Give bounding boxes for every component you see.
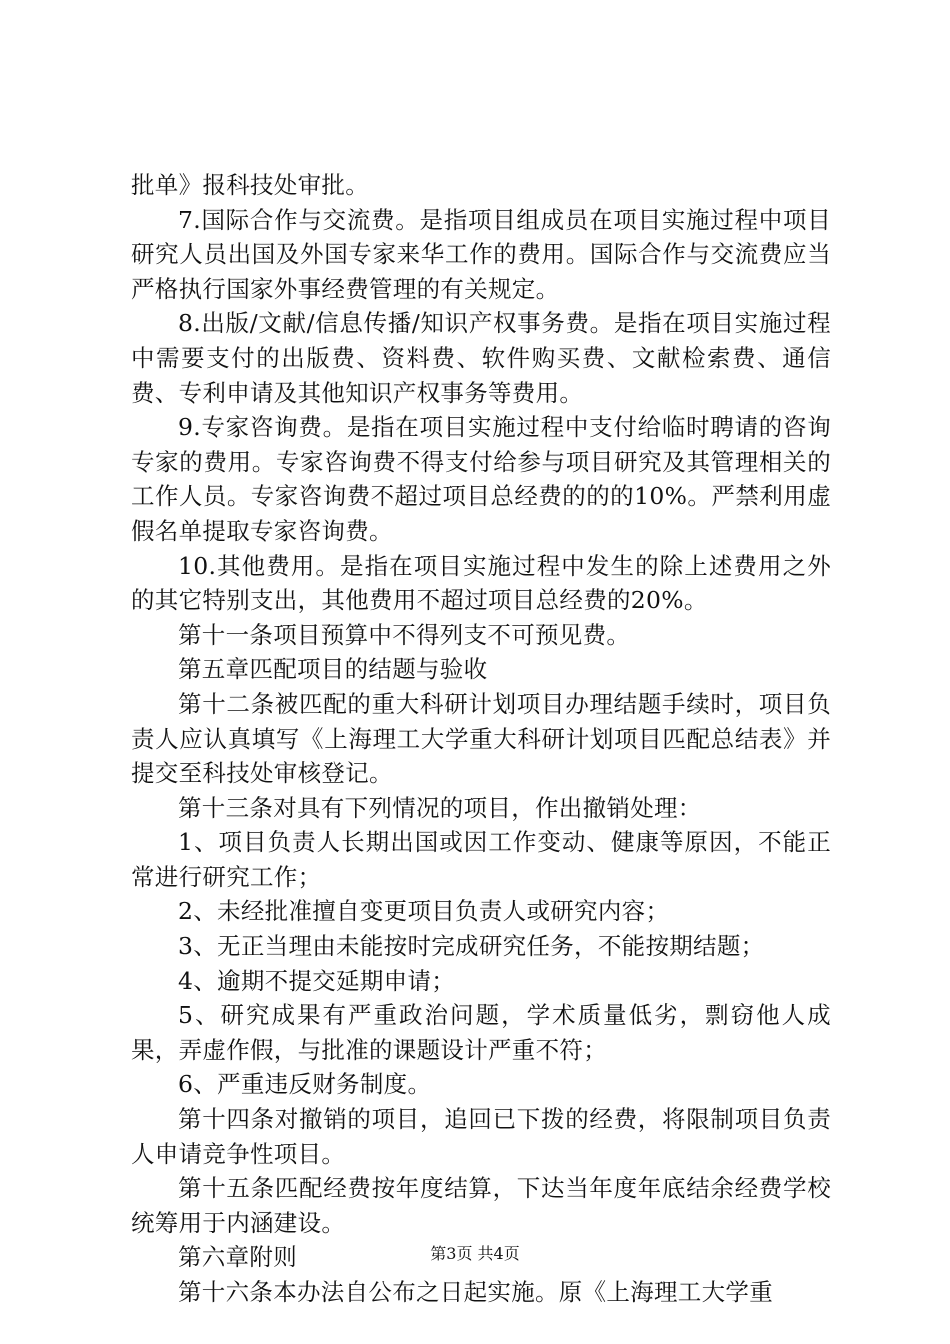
paragraph-article-11: 第十一条项目预算中不得列支不可预见费。	[178, 620, 631, 649]
paragraph-article-16: 第十六条本办法自公布之日起实施。原《上海理工大学重	[178, 1278, 773, 1306]
chapter-heading-5: 第五章匹配项目的结题与验收	[178, 655, 488, 684]
list-item-5: 5、研究成果有严重政治问题，学术质量低劣，剽窃他人成果，弄虚作假，与批准的课题设计严重不符；	[131, 1001, 831, 1064]
list-item-3: 3、无正当理由未能按时完成研究任务，不能按期结题；	[178, 932, 765, 961]
list-item-4: 4、逾期不提交延期申请；	[178, 966, 456, 995]
paragraph-article-12: 第十二条被匹配的重大科研计划项目办理结题手续时，项目负责人应认真填写《上海理工大学重大科研计划项目匹配总结表》并提交至科技处审核登记。	[131, 689, 831, 788]
paragraph-item-10: 10.其他费用。是指在项目实施过程中发生的除上述费用之外的其它特别支出，其他费用不超过项目总经费的20%。	[131, 551, 831, 615]
paragraph-item-7: 7.国际合作与交流费。是指项目组成员在项目实施过程中项目研究人员出国及外国专家来华工作的费用。国际合作与交流费应当严格执行国家外事经费管理的有关规定。	[131, 205, 831, 303]
list-item-6: 6、严重违反财务制度。	[178, 1070, 432, 1099]
list-item-2: 2、未经批准擅自变更项目负责人或研究内容；	[178, 897, 670, 926]
list-item-1: 1、项目负责人长期出国或因工作变动、健康等原因，不能正常进行研究工作；	[131, 828, 831, 891]
paragraph-item-9: 9.专家咨询费。是指在项目实施过程中支付给临时聘请的咨询专家的费用。专家咨询费不得支付给参与项目研究及其管理相关的工作人员。专家咨询费不超过项目总经费的的的10%。严禁利用虚假名单提取专家咨询费。	[131, 413, 831, 545]
paragraph-article-13: 第十三条对具有下列情况的项目，作出撤销处理：	[178, 793, 702, 822]
chapter-heading-6: 第六章附则	[178, 1243, 297, 1272]
paragraph-article-14: 第十四条对撤销的项目，追回已下拨的经费，将限制项目负责人申请竞争性项目。	[131, 1105, 831, 1168]
paragraph-item-8: 8.出版/文献/信息传播/知识产权事务费。是指在项目实施过程中需要支付的出版费、资料费、软件购买费、文献检索费、通信费、专利申请及其他知识产权事务等费用。	[131, 309, 831, 407]
document-body	[131, 168, 831, 1310]
paragraph-article-15: 第十五条匹配经费按年度结算，下达当年度年底结余经费学校统筹用于内涵建设。	[131, 1174, 831, 1237]
page-number-footer: 第3页 共4页	[430, 1244, 520, 1263]
paragraph-continuation: 批单》报科技处审批。	[131, 171, 369, 199]
